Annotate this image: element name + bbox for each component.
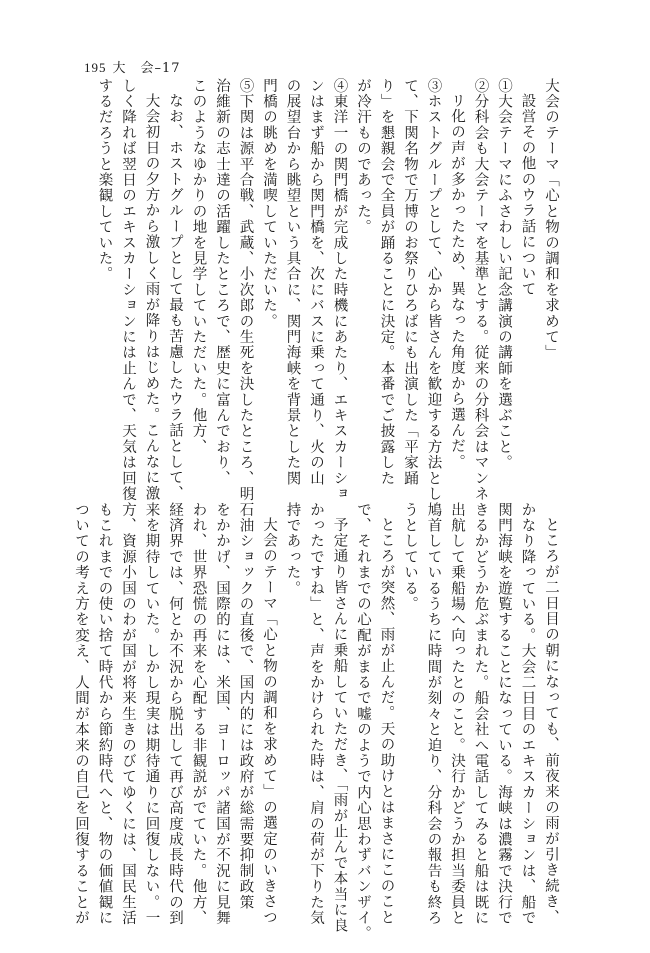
page-header: [84, 57, 181, 76]
text-line: もこれまでの使い捨て時代から節約時代へと、物の価値観に: [96, 502, 113, 926]
text-line: 予定通り皆さんに乗船していただき、「雨が止んで本当に良: [331, 516, 348, 934]
text-line: かったですね」と、声をかけられた時は、肩の荷が下りた気: [308, 502, 324, 926]
text-line: 出航して乗船場へ向ったとのこと。決行かどうか担当委員と: [449, 502, 465, 926]
text-line: 石油ショックの直後で、国内的には政府が総需要抑制政策: [237, 502, 254, 911]
text-line: ③ホストグループとして、心から皆さんを歓迎する方法とし: [425, 78, 442, 502]
text-line: なお、ホストグループとして最も苦慮したウラ話として、: [167, 92, 183, 501]
text-line: しく降れば翌日のエキスカーションには止んで、天気は回復: [120, 78, 136, 502]
text-line: て、下関名物で万博のお祭りひろばにも出演した「平家踊: [402, 78, 418, 487]
lower-text-block: [73, 502, 562, 942]
text-line: ンはまず船から関門橋を、次にバスに乗って通り、火の山: [308, 78, 324, 487]
text-line: 経済界では、何とか不況から脱出して再び高度成長時代の到: [167, 502, 183, 926]
text-line: うとしている。: [402, 502, 418, 612]
text-line: ところが突然、雨が止んだ。天の助けとはまさにこのこと: [378, 516, 395, 925]
text-line: ①大会テーマにふさわしい記念講演の講師を選ぶこと。: [496, 78, 512, 471]
upper-text-block: [82, 78, 562, 502]
text-line: が冷汗ものであった。: [355, 78, 371, 235]
page-number: 195: [84, 60, 107, 75]
text-line: 持であった。: [284, 502, 301, 597]
text-line: 関門海峡を遊覧することになっている。海峡は濃霧で決行で: [496, 502, 512, 926]
upper-subheading: 設営その他のウラ話について: [519, 92, 536, 297]
text-line: の展望台から眺望という具合に、関門海峡を背景とした関: [284, 78, 301, 487]
text-line: ④東洋一の関門橋が完成した時機にあたり、エキスカーショ: [331, 78, 348, 502]
text-line: このようなゆかりの地を見学していただいた。他方、: [190, 78, 207, 455]
text-line: ⑤下関は源平合戦、武蔵、小次郎の生死を決したところ、明: [237, 78, 254, 502]
text-line: をかかげ、国際的には、米国、ヨーロッパ諸国が不況に見舞: [214, 502, 230, 926]
section-label: 大 会–17: [112, 61, 181, 76]
text-line: 来を期待していた。しかし現実は期待通りに回復しない。一: [143, 502, 160, 926]
text-line: リ化の声が多かったため、異なった角度から選んだ。: [449, 92, 465, 470]
text-line: 門橋の眺めを満喫していただいた。: [261, 78, 277, 330]
text-line: り」を懇親会で全員が踊ることに決定。本番でご披露した: [378, 78, 395, 487]
text-line: ②分科会も大会テーマを基準とする。従来の分科会はマンネ: [472, 78, 489, 502]
text-line: するだろうと楽観していた。: [96, 78, 113, 283]
text-line: われ、世界恐慌の再来を心配する非観説がでていた。他方、: [190, 502, 207, 926]
text-line: ついての考え方を変え、人間が本来の自己を回復することが: [73, 502, 89, 926]
text-line: ところが二日目の朝になっても、前夜来の雨が引き続き、: [543, 516, 559, 925]
text-line: きるかどうか危ぶまれた。船会社へ電話してみると船は既に: [472, 502, 489, 926]
text-line: で、それまでの心配がまるで嘘のようで内心思わずバンザイ。: [355, 502, 371, 942]
upper-heading: 大会のテーマ「心と物の調和を求めて」: [543, 78, 559, 361]
section-heading: 大会のテーマ「心と物の調和を求めて」の選定のいきさつ: [261, 516, 277, 925]
text-line: かなり降っている。大会二日目のエキスカーションは、船で: [519, 502, 536, 926]
text-line: 治維新の志士達の活躍したところで、歴史に富んでおり、: [214, 78, 230, 487]
text-line: 大会初日の夕方から激しく雨が降りはじめた。こんなに激: [143, 92, 160, 501]
text-line: 方、資源小国のわが国が将来生きのびてゆくには、国民生活: [120, 502, 136, 926]
text-line: 鳩首しているうちに時間が刻々と迫り、分科会の報告も終ろ: [425, 502, 442, 926]
